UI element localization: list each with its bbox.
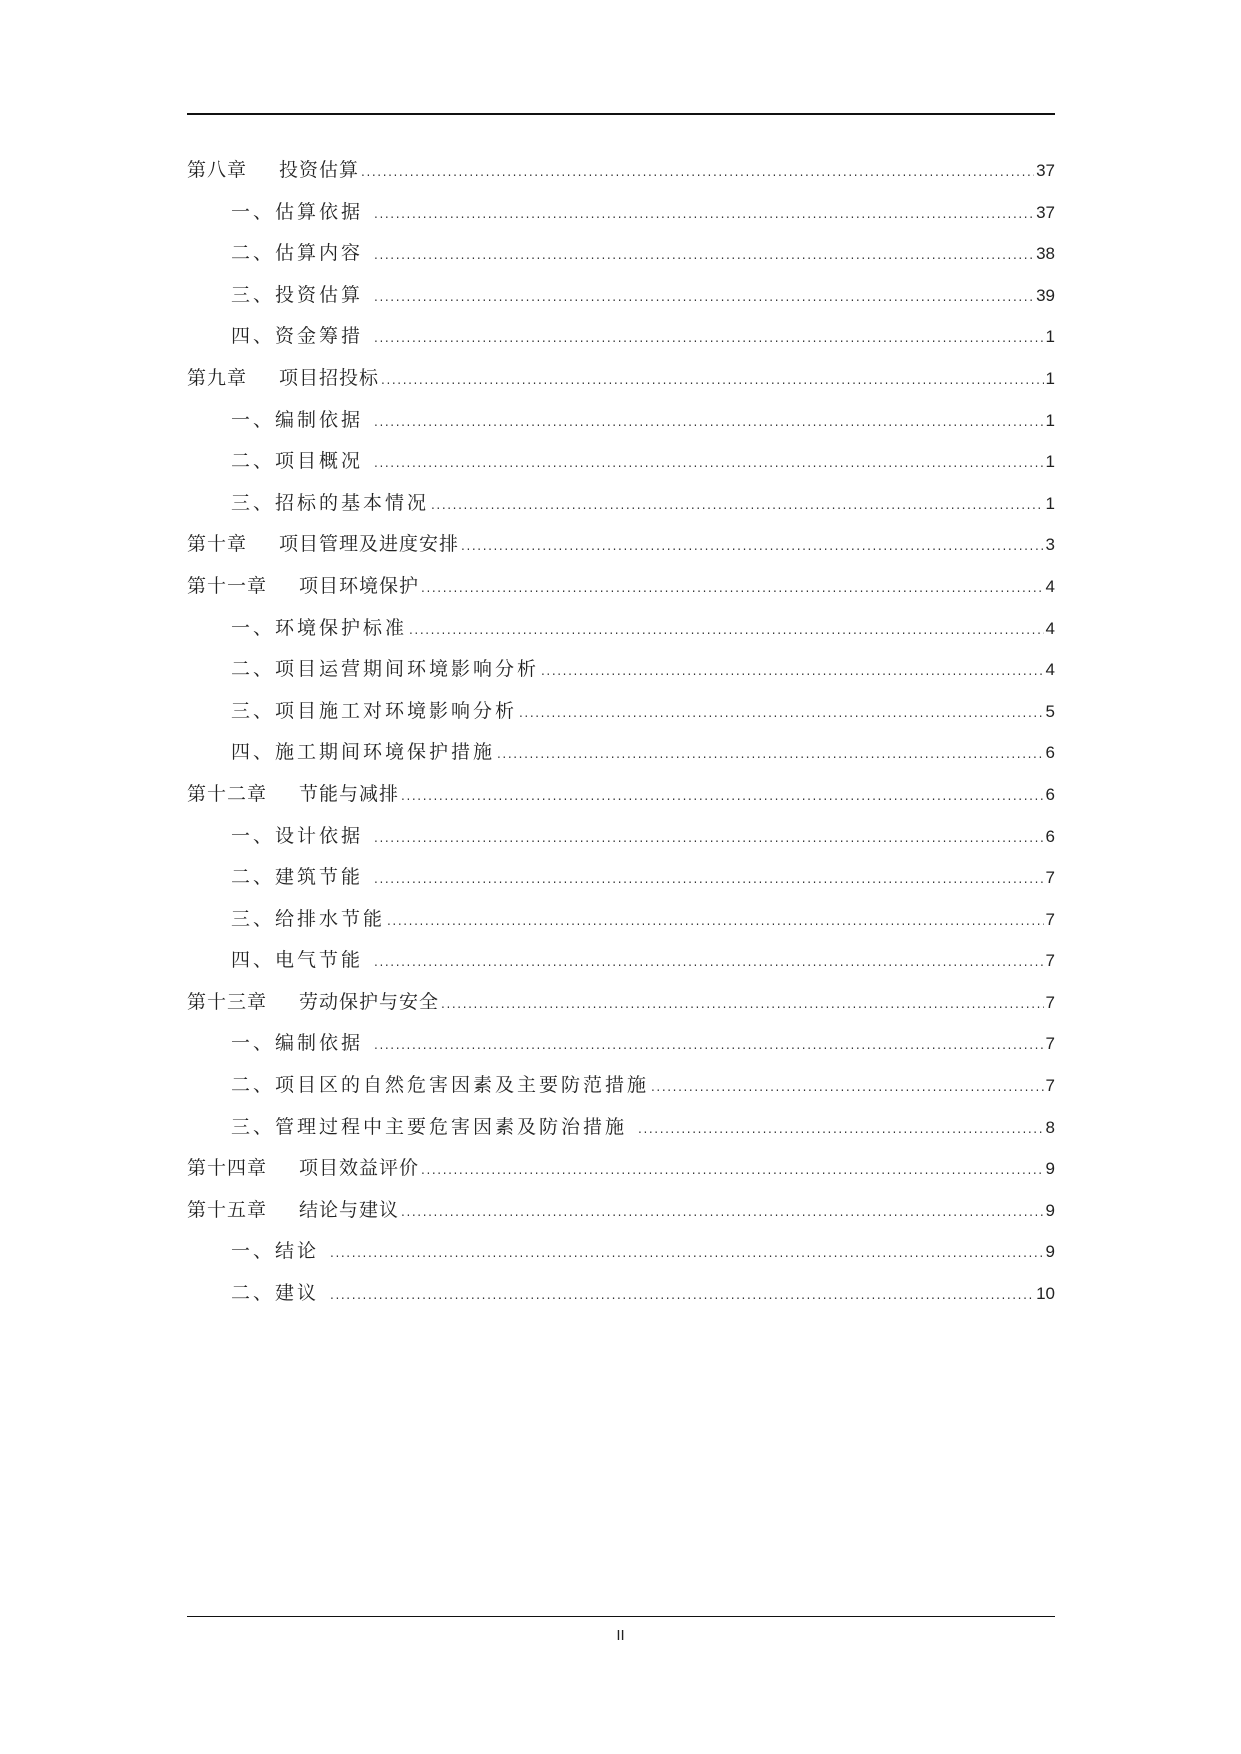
table-of-contents: [187, 155, 1055, 1320]
toc-entry-label: [187, 571, 419, 598]
toc-leader-dots: [374, 207, 1034, 221]
toc-entry-label: 三、给排水节能: [231, 907, 386, 930]
toc-leader-dots: [431, 498, 1044, 512]
toc-page-number: 6: [1045, 784, 1055, 804]
toc-leader-dots: [541, 664, 1044, 678]
toc-section-entry[interactable]: [187, 321, 1055, 363]
toc-leader-dots: [381, 373, 1044, 387]
toc-page-number: 4: [1045, 618, 1055, 638]
toc-leader-dots: [330, 1246, 1043, 1260]
toc-entry-label: 三、管理过程中主要危害因素及防治措施: [231, 1115, 637, 1138]
toc-chapter-entry[interactable]: [187, 987, 1055, 1029]
toc-entry-label: [187, 529, 459, 556]
toc-entry-label: [187, 1153, 419, 1180]
toc-page-number: 9: [1045, 1200, 1055, 1220]
toc-leader-dots: [361, 165, 1034, 179]
toc-entry-label: 二、建议: [231, 1282, 329, 1305]
toc-leader-dots: [638, 1122, 1043, 1136]
toc-leader-dots: [401, 789, 1044, 803]
toc-leader-dots: [374, 955, 1043, 969]
toc-entry-label: 四、资金筹措: [231, 325, 373, 348]
toc-page-number: 37: [1036, 202, 1055, 222]
toc-page-number: 6: [1045, 826, 1055, 846]
toc-section-entry[interactable]: [187, 862, 1055, 904]
toc-page-number: 10: [1036, 1284, 1055, 1304]
toc-leader-dots: [374, 872, 1043, 886]
toc-section-entry[interactable]: [187, 613, 1055, 655]
toc-leader-dots: [374, 415, 1043, 429]
footer-page-number: II: [616, 1627, 625, 1644]
toc-entry-label: 二、项目运营期间环境影响分析: [231, 658, 540, 681]
toc-page-number: 39: [1036, 285, 1055, 305]
toc-page-number: 7: [1045, 951, 1055, 971]
toc-page-number: 37: [1036, 161, 1055, 180]
toc-page-number: 1: [1045, 368, 1055, 388]
toc-entry-label: 二、项目概况: [231, 450, 373, 473]
toc-page-number: 7: [1045, 909, 1055, 929]
toc-section-entry[interactable]: [187, 405, 1055, 447]
toc-page-number: 1: [1045, 410, 1055, 430]
toc-entry-label: [187, 155, 359, 182]
toc-section-entry[interactable]: [187, 1278, 1055, 1320]
toc-page-number: 1: [1045, 452, 1055, 472]
toc-page-number: 4: [1045, 660, 1055, 680]
toc-entry-label: [187, 987, 439, 1014]
toc-chapter-title: 项目效益评价: [299, 1157, 420, 1180]
toc-section-entry[interactable]: [187, 488, 1055, 530]
toc-chapter-entry[interactable]: [187, 1195, 1055, 1237]
toc-chapter-number: 第八章: [187, 159, 248, 181]
toc-entry-label: 三、项目施工对环境影响分析: [231, 699, 518, 722]
toc-section-entry[interactable]: [187, 446, 1055, 488]
toc-section-entry[interactable]: [187, 197, 1055, 239]
toc-page-number: 9: [1045, 1242, 1055, 1262]
toc-chapter-title: 项目招投标: [279, 366, 380, 389]
toc-section-entry[interactable]: [187, 904, 1055, 946]
footer-rule: [187, 1616, 1055, 1617]
toc-chapter-number: 第九章: [187, 366, 248, 389]
toc-leader-dots: [519, 706, 1044, 720]
toc-section-entry[interactable]: [187, 696, 1055, 738]
toc-leader-dots: [374, 290, 1034, 304]
toc-entry-label: 一、估算依据: [231, 200, 373, 223]
toc-section-entry[interactable]: [187, 238, 1055, 280]
toc-page-number: 1: [1045, 327, 1055, 347]
toc-leader-dots: [374, 1038, 1043, 1052]
toc-leader-dots: [387, 914, 1044, 928]
toc-chapter-number: 第十三章: [187, 990, 268, 1013]
toc-chapter-number: 第十二章: [187, 782, 268, 805]
toc-page-number: 7: [1045, 992, 1055, 1012]
toc-section-entry[interactable]: [187, 1236, 1055, 1278]
toc-leader-dots: [441, 997, 1044, 1011]
toc-entry-label: 一、编制依据: [231, 408, 373, 431]
toc-chapter-title: 项目管理及进度安排: [279, 533, 460, 556]
toc-page-number: 8: [1045, 1117, 1055, 1137]
toc-entry-label: 三、招标的基本情况: [231, 491, 430, 514]
toc-section-entry[interactable]: [187, 1028, 1055, 1070]
toc-leader-dots: [421, 581, 1044, 595]
toc-entry-label: [187, 363, 379, 390]
toc-page-number: 9: [1045, 1159, 1055, 1179]
toc-entry-label: 二、建筑节能: [231, 866, 373, 889]
header-rule: [187, 113, 1055, 115]
toc-entry-label: 一、结论: [231, 1240, 329, 1263]
toc-chapter-title: 劳动保护与安全: [299, 990, 440, 1013]
toc-leader-dots: [401, 1205, 1044, 1219]
toc-chapter-entry[interactable]: [187, 529, 1055, 571]
toc-page-number: 38: [1036, 244, 1055, 264]
toc-section-entry[interactable]: [187, 821, 1055, 863]
toc-entry-label: [187, 1195, 399, 1222]
toc-page-number: 7: [1045, 868, 1055, 888]
toc-leader-dots: [374, 456, 1043, 470]
toc-leader-dots: [651, 1080, 1044, 1094]
toc-chapter-number: 第十四章: [187, 1157, 268, 1180]
toc-entry-label: [187, 779, 399, 806]
toc-page-number: 6: [1045, 743, 1055, 763]
toc-entry-label: 一、设计依据: [231, 824, 373, 847]
toc-page-number: 7: [1045, 1076, 1055, 1096]
toc-section-entry[interactable]: [187, 737, 1055, 779]
toc-chapter-entry[interactable]: [187, 779, 1055, 821]
toc-leader-dots: [461, 539, 1044, 553]
toc-section-entry[interactable]: [187, 654, 1055, 696]
toc-chapter-entry[interactable]: [187, 571, 1055, 613]
toc-chapter-title: 投资估算: [279, 159, 360, 181]
toc-chapter-entry[interactable]: [187, 1153, 1055, 1195]
toc-chapter-title: 结论与建议: [299, 1198, 400, 1221]
toc-entry-label: 一、环境保护标准: [231, 616, 408, 639]
toc-leader-dots: [374, 831, 1043, 845]
toc-leader-dots: [330, 1288, 1034, 1302]
toc-page-number: 7: [1045, 1034, 1055, 1054]
toc-leader-dots: [374, 331, 1043, 345]
toc-leader-dots: [421, 1163, 1044, 1177]
toc-leader-dots: [374, 248, 1034, 262]
toc-page-number: 5: [1045, 701, 1055, 721]
toc-page-number: 3: [1045, 535, 1055, 555]
toc-page-number: 4: [1045, 576, 1055, 596]
toc-entry-label: 二、估算内容: [231, 242, 373, 265]
toc-entry-label: 三、投资估算: [231, 283, 373, 306]
toc-entry-label: 二、项目区的自然危害因素及主要防范措施: [231, 1074, 650, 1097]
toc-chapter-number: 第十五章: [187, 1198, 268, 1221]
toc-entry-label: 一、编制依据: [231, 1032, 373, 1055]
toc-section-entry[interactable]: [187, 280, 1055, 322]
toc-chapter-number: 第十一章: [187, 574, 268, 597]
toc-section-entry[interactable]: [187, 945, 1055, 987]
toc-chapter-entry[interactable]: [187, 363, 1055, 405]
toc-section-entry[interactable]: [187, 1112, 1055, 1154]
toc-chapter-entry[interactable]: [187, 155, 1055, 197]
toc-chapter-title: 项目环境保护: [299, 574, 420, 597]
toc-leader-dots: [409, 623, 1044, 637]
toc-chapter-number: 第十章: [187, 533, 248, 556]
toc-section-entry[interactable]: [187, 1070, 1055, 1112]
toc-chapter-title: 节能与减排: [299, 782, 400, 805]
toc-page-number: 1: [1045, 493, 1055, 513]
toc-entry-label: 四、电气节能: [231, 949, 373, 972]
toc-entry-label: 四、施工期间环境保护措施: [231, 741, 496, 764]
toc-leader-dots: [497, 747, 1044, 761]
